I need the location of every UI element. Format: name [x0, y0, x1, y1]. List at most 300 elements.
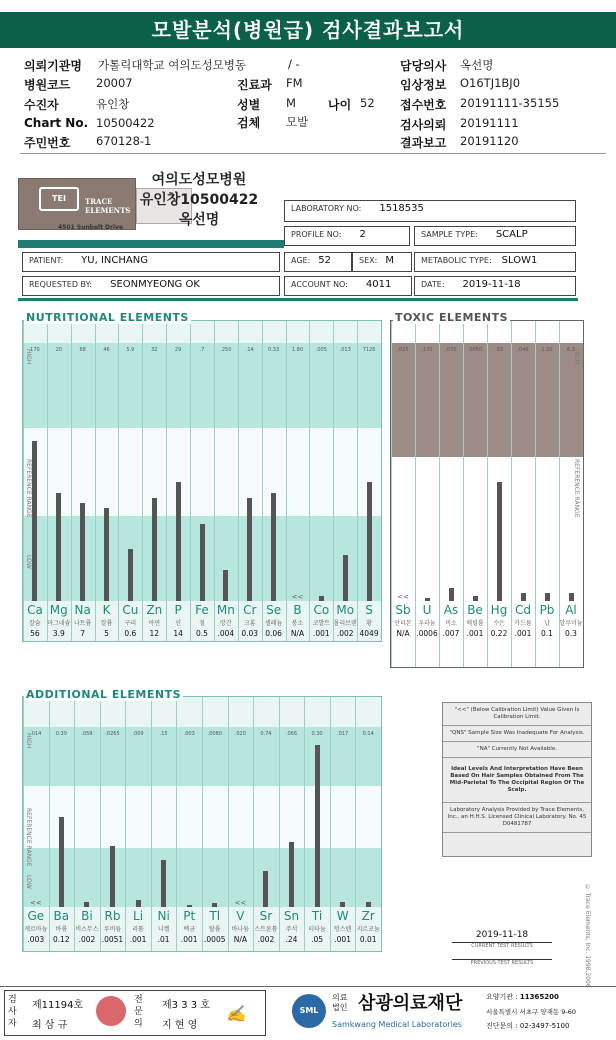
scale-top-label: 46	[103, 347, 110, 353]
scale-top-label: 0.14	[362, 731, 374, 737]
date-value: 2019-11-18	[462, 279, 521, 290]
scale-top-label: .066	[285, 731, 298, 737]
scale-top-label: .014	[30, 731, 42, 737]
element-korean-name: 붕소	[291, 620, 304, 627]
element-symbol: Mg	[49, 603, 68, 617]
hospital-code-value: 20007	[96, 76, 133, 90]
element-korean-name: 게르마늄	[24, 926, 48, 933]
element-korean-name: 아연	[148, 620, 161, 627]
element-symbol: Cu	[122, 603, 139, 617]
result-bar	[289, 842, 294, 907]
result-bar	[128, 549, 133, 601]
element-value: 7	[80, 629, 86, 638]
lab-no-label: LABORATORY NO:	[291, 204, 362, 213]
profile-value: 2	[359, 229, 366, 240]
dept-value: FM	[286, 76, 303, 90]
element-value: 5	[104, 629, 109, 638]
element-symbol: Sn	[283, 909, 300, 923]
scale-top-label: .14	[245, 347, 254, 353]
element-value: 0.06	[265, 629, 282, 638]
profile-label: PROFILE NO:	[291, 230, 342, 239]
element-korean-name: 칼슘	[29, 620, 41, 627]
scale-top-label: 1.00	[541, 347, 553, 353]
date-label: DATE:	[421, 280, 445, 289]
note-item: Laboratory Analysis Provided by Trace Elements, Inc., an H.H.S. Licensed Clinical Laboratory. No. 45 D0481787	[443, 803, 591, 833]
scale-top-label: 6.3	[567, 347, 575, 353]
column-divider	[214, 321, 215, 641]
column-divider	[23, 321, 24, 641]
element-korean-name: 납	[544, 620, 550, 627]
id-value: 670128-1	[96, 134, 152, 148]
institution-label: 의뢰기관명	[24, 59, 82, 73]
scale-top-label: .0080	[207, 731, 222, 737]
request-label: 검사의뢰	[400, 118, 447, 132]
scale-top-label: 1.80	[291, 347, 304, 353]
low-label: LOW	[25, 874, 32, 889]
account-value: 4011	[365, 279, 392, 290]
specialist-name: 지 현 영	[162, 1020, 198, 1031]
result-bar	[263, 871, 268, 907]
column-divider	[357, 321, 358, 641]
nutritional-title: NUTRITIONAL ELEMENTS	[26, 311, 189, 324]
element-symbol: Ca	[27, 603, 43, 617]
scale-top-label: .003	[183, 731, 195, 737]
element-korean-name: 안티몬	[394, 620, 412, 627]
toxic-title: TOXIC ELEMENTS	[395, 311, 509, 324]
element-korean-name: 탈륨	[208, 926, 221, 933]
element-symbol: Mn	[216, 603, 235, 617]
scale-top-label: .0265	[105, 731, 120, 737]
result-bar	[521, 593, 526, 601]
element-value: .001	[312, 629, 330, 638]
sex-label: 성별	[237, 98, 261, 112]
bottom-date: 2019-11-18	[452, 930, 552, 943]
note-item: "QNS" Sample Size Was Inadequate For Analysis.	[443, 726, 591, 742]
scale-top-label: .7	[199, 347, 205, 353]
copyright: © Trace Elements, Inc. 1998,2006	[584, 884, 591, 988]
result-bar	[104, 508, 109, 601]
element-korean-name: 카드뮴	[514, 620, 532, 627]
metabolic-label: METABOLIC TYPE:	[421, 256, 492, 265]
element-value: 0.12	[52, 935, 70, 944]
result-bar	[136, 900, 141, 907]
element-value: 4049	[359, 629, 379, 638]
element-value: 14	[173, 629, 183, 638]
high-zone	[23, 343, 381, 428]
scale-top-label: .013	[339, 347, 351, 353]
result-bar	[545, 593, 550, 601]
column-divider	[166, 321, 167, 641]
dept-label: 진료과	[237, 78, 272, 92]
scale-top-label: 5.9	[126, 347, 135, 353]
age-value: 52	[360, 96, 375, 110]
element-value: .001	[180, 935, 198, 944]
element-symbol: U	[422, 603, 432, 617]
scale-top-label: 170	[30, 347, 40, 353]
clinical-value: O16TJ1BJ0	[460, 76, 521, 90]
element-value: .0051	[101, 935, 124, 944]
high-label: HIGH	[25, 733, 32, 749]
dept-separator: / -	[288, 57, 300, 71]
column-divider	[309, 321, 310, 641]
element-korean-name: 나트륨	[73, 620, 92, 627]
note-item: Ideal Levels And Interpretation Have Been Based On Hair Samples Obtained From The Mid-Parietal To The Occipital Region Of The Scalp.	[443, 758, 591, 803]
element-korean-name: 비스무스	[75, 926, 99, 933]
result-bar	[80, 503, 85, 601]
bottom-date-box	[452, 930, 552, 970]
result-bar	[32, 441, 37, 601]
result-bar	[271, 493, 276, 601]
element-symbol: Al	[565, 603, 577, 617]
note-item: "<<" (Below Calibration Limit) Value Given Is Calibration Limit.	[443, 703, 591, 726]
reference-range-label: REFERENCE RANGE	[25, 808, 32, 867]
element-symbol: V	[236, 909, 245, 923]
report-title: 모발분석(병원급) 검사결과보고서	[0, 12, 616, 48]
element-value: .004	[217, 629, 235, 638]
element-value: N/A	[233, 935, 247, 944]
reference-range-label: REFERENCE RANGE	[573, 459, 580, 518]
request-date: 20191111	[460, 116, 519, 130]
signature-icon: ✍	[226, 1004, 246, 1023]
element-value: 0.22	[490, 629, 508, 638]
column-divider	[71, 321, 72, 641]
element-value: 56	[30, 629, 40, 638]
sample-label: SAMPLE TYPE:	[421, 230, 478, 239]
institution-value: 가톨릭대학교 여의도성모병동	[98, 58, 247, 72]
element-value: .007	[442, 629, 460, 638]
column-divider	[142, 321, 143, 641]
column-divider	[333, 321, 334, 641]
element-value: 0.3	[565, 629, 577, 638]
column-divider	[47, 321, 48, 641]
element-value: N/A	[290, 629, 305, 638]
doctor-label: 담당의사	[400, 59, 447, 73]
element-symbol: Ge	[27, 909, 45, 923]
element-symbol: Pb	[539, 603, 555, 617]
result-bar	[84, 902, 89, 907]
element-symbol: Se	[266, 603, 282, 617]
element-korean-name: 칼륨	[100, 620, 113, 627]
element-value: .0006	[416, 629, 438, 638]
element-korean-name: 황	[366, 620, 372, 627]
element-value: .002	[336, 629, 354, 638]
element-korean-name: 코발트	[312, 620, 331, 627]
result-bar	[56, 493, 61, 601]
hospital-code-label: 병원코드	[24, 78, 71, 92]
corp-en: Samkwang Medical Laboratories	[332, 1020, 462, 1029]
element-value: 12	[149, 629, 160, 638]
result-bar	[59, 817, 64, 907]
metabolic-value: SLOW1	[501, 255, 538, 266]
scale-top-label: .03	[495, 347, 503, 353]
element-value: .24	[285, 935, 298, 944]
stamp-line-1: 여의도성모병원	[151, 172, 247, 188]
element-symbol: Na	[74, 603, 91, 617]
element-korean-name: 몰리브덴	[333, 620, 357, 627]
element-symbol: Li	[133, 909, 144, 923]
element-value: 0.03	[241, 629, 259, 638]
element-symbol: P	[174, 603, 182, 617]
sml-logo: SML	[292, 994, 326, 1028]
scale-top-label: .005	[315, 347, 327, 353]
reference-zone	[23, 428, 381, 516]
result-bar	[315, 745, 320, 907]
element-value: .003	[27, 935, 45, 944]
sample-value: SCALP	[495, 229, 528, 240]
element-symbol: K	[102, 603, 111, 617]
result-bar	[187, 905, 192, 907]
result-bar	[161, 860, 166, 907]
element-korean-name: 루비듐	[103, 926, 122, 933]
specimen-value: 모발	[286, 115, 309, 129]
result-bar	[425, 598, 430, 601]
scale-top-label: .0050	[467, 347, 483, 353]
lab-address: 4501 Sunbelt Drive	[58, 224, 124, 231]
column-divider	[238, 321, 239, 641]
high-label: HIGH	[573, 349, 580, 365]
report-date: 20191120	[460, 134, 519, 148]
logo-name: TRACE ELEMENTS	[85, 197, 131, 215]
corp-name: 삼광의료재단	[358, 993, 463, 1014]
below-limit-mark: <<	[234, 899, 247, 907]
element-value: 0.1	[541, 629, 553, 638]
scale-top-label: .049	[517, 347, 529, 353]
element-value: 3.9	[52, 629, 65, 638]
element-symbol: Zr	[361, 909, 375, 923]
element-symbol: Fe	[195, 603, 209, 617]
element-korean-name: 니켈	[157, 926, 170, 933]
below-limit-mark: <<	[29, 899, 42, 907]
element-value: .05	[311, 935, 324, 944]
patient-value: 유인창	[96, 97, 130, 111]
divider-line	[18, 298, 578, 301]
age-label: 나이	[328, 98, 352, 112]
scale-top-label: 68	[79, 347, 86, 353]
element-korean-name: 수은	[493, 620, 505, 627]
element-value: .001	[129, 935, 147, 944]
scale-top-label: 20	[55, 347, 62, 353]
element-korean-name: 인	[175, 620, 182, 627]
report-label: 결과보고	[400, 136, 447, 150]
scale-top-label: 0.30	[311, 731, 323, 737]
result-bar	[223, 570, 228, 601]
column-divider	[95, 321, 96, 641]
scale-top-label: 0.74	[260, 731, 272, 737]
scale-top-label: 29	[174, 347, 182, 353]
element-korean-name: 우라늄	[418, 620, 436, 627]
lab-no-value: 1518535	[379, 203, 424, 214]
corp-address: 서울특별시 서초구 양재동 9-60	[486, 1008, 577, 1016]
element-korean-name: 셀레늄	[264, 620, 283, 627]
element-value: .001	[466, 629, 484, 638]
result-bar	[366, 902, 371, 907]
element-symbol: S	[365, 603, 373, 617]
divider-band	[18, 240, 284, 248]
element-korean-name: 알루미늄	[559, 620, 583, 627]
scale-top-label: 0.39	[55, 731, 67, 737]
column-divider	[118, 321, 119, 641]
element-symbol: Ti	[311, 909, 323, 923]
scale-top-label: .025	[397, 347, 409, 353]
scale-top-label: .017	[337, 731, 349, 737]
element-symbol: Co	[313, 603, 330, 617]
result-bar	[343, 555, 348, 601]
element-korean-name: 비소	[445, 620, 457, 627]
element-korean-name: 철	[199, 620, 205, 627]
tester-label: 검사자	[8, 995, 17, 1029]
scale-top-label: 32	[151, 347, 158, 353]
seal-icon	[96, 996, 126, 1026]
previous-caption: PREVIOUS TEST RESULTS	[452, 959, 552, 966]
element-symbol: Sb	[395, 603, 411, 617]
low-label: LOW	[25, 554, 32, 569]
nutritional-panel	[22, 320, 382, 642]
element-korean-name: 티타늄	[308, 926, 326, 933]
stamp-line-3: 옥선명	[178, 212, 220, 228]
notes-box	[442, 702, 592, 857]
result-bar	[319, 596, 324, 601]
element-symbol: W	[336, 909, 349, 923]
element-value: .001	[334, 935, 351, 944]
element-korean-name: 바륨	[55, 926, 68, 933]
reference-range-label: REFERENCE RANGE	[25, 459, 32, 518]
scale-top-label: .070	[445, 347, 457, 353]
lab-sex-label: SEX:	[359, 256, 378, 265]
element-korean-name: 스트론튬	[254, 926, 278, 933]
element-korean-name: 지르코늄	[356, 926, 380, 933]
element-korean-name: 베릴륨	[466, 620, 484, 627]
element-value: .001	[514, 629, 532, 638]
element-value: 0.6	[124, 629, 137, 638]
element-symbol: Bi	[81, 909, 93, 923]
scale-top-label: .250	[220, 347, 232, 353]
result-bar	[367, 482, 372, 601]
element-symbol: Ba	[53, 909, 70, 923]
element-korean-name: 크롬	[243, 620, 256, 627]
current-caption: CURRENT TEST RESULTS	[471, 943, 533, 949]
element-value: 0.5	[196, 629, 208, 638]
element-symbol: Tl	[209, 909, 221, 923]
element-symbol: Rb	[104, 909, 121, 923]
result-bar	[152, 498, 157, 601]
element-value: N/A	[396, 629, 410, 638]
result-bar	[569, 593, 574, 601]
result-bar	[200, 524, 205, 601]
element-symbol: Cr	[243, 603, 257, 617]
code-value: 11365200	[519, 993, 559, 1001]
scale-top-label: .135	[421, 347, 433, 353]
below-limit-mark: <<	[397, 593, 409, 601]
lab-patient-label: PATIENT:	[29, 256, 64, 265]
lab-sex-value: M	[385, 255, 394, 266]
doctor-value: 옥선명	[460, 58, 494, 72]
element-symbol: Mo	[336, 603, 355, 617]
lab-age-value: 52	[318, 255, 332, 266]
tester-name: 최 삼 규	[32, 1020, 68, 1031]
tei-logo-icon: TEI	[39, 187, 79, 211]
element-korean-name: 주석	[285, 926, 298, 933]
element-value: .0005	[204, 935, 226, 944]
note-item: "NA" Currently Not Available.	[443, 742, 591, 758]
element-korean-name: 구리	[124, 620, 137, 627]
receipt-label: 접수번호	[400, 98, 447, 112]
element-value: .002	[257, 935, 275, 944]
scale-top-label: .020	[234, 731, 246, 737]
code-label: 요양기관 :	[486, 993, 520, 1001]
scale-top-label: 0.33	[268, 347, 280, 353]
element-symbol: Sr	[259, 909, 273, 923]
scale-top-label: 7126	[362, 347, 376, 353]
element-korean-name: 마그네슘	[47, 620, 71, 627]
element-value: .01	[157, 935, 170, 944]
specialist-no: 제3 3 3 호	[162, 1000, 210, 1011]
specialist-label: 전문의	[134, 995, 143, 1029]
result-bar	[497, 482, 502, 601]
corp-prefix: 의료법인	[332, 993, 348, 1012]
result-bar	[340, 902, 345, 907]
lab-patient-value: YU, INCHANG	[81, 255, 148, 266]
tester-no: 제11194호	[32, 1000, 84, 1011]
requested-value: SEONMYEONG OK	[110, 279, 200, 290]
element-korean-name: 텅스텐	[333, 926, 352, 933]
account-label: ACCOUNT NO:	[291, 280, 348, 289]
trace-elements-logo	[18, 178, 136, 230]
scale-top-label: .059	[81, 731, 93, 737]
element-korean-name: 망간	[220, 620, 232, 627]
element-symbol: Hg	[490, 603, 508, 617]
result-bar	[473, 596, 478, 601]
element-value: 0.01	[359, 935, 377, 944]
id-label: 주민번호	[24, 136, 71, 150]
scale-top-label: .15	[159, 731, 168, 737]
specimen-label: 검체	[237, 116, 261, 130]
result-bar	[247, 498, 252, 601]
element-value: .002	[78, 935, 96, 944]
high-label: HIGH	[25, 349, 32, 365]
scale-top-label: .009	[132, 731, 144, 737]
sex-value: M	[286, 96, 296, 110]
additional-title: ADDITIONAL ELEMENTS	[26, 688, 182, 701]
element-korean-name: 백금	[183, 926, 195, 933]
result-bar	[449, 588, 454, 601]
lab-age-label: AGE:	[291, 256, 311, 265]
element-symbol: B	[293, 603, 302, 617]
element-korean-name: 리튬	[132, 926, 144, 933]
element-symbol: Ni	[157, 909, 170, 923]
column-divider	[190, 321, 191, 641]
element-symbol: Zn	[146, 603, 163, 617]
element-symbol: As	[443, 603, 459, 617]
clinical-label: 임상정보	[400, 78, 447, 92]
header-divider	[20, 153, 606, 154]
element-korean-name: 바나듐	[231, 926, 250, 933]
element-symbol: Pt	[183, 909, 196, 923]
receipt-value: 20191111-35155	[460, 96, 560, 110]
element-symbol: Be	[467, 603, 483, 617]
below-limit-mark: <<	[291, 593, 304, 601]
requested-label: REQUESTED BY:	[29, 280, 93, 289]
result-bar	[212, 903, 217, 907]
element-symbol: Cd	[515, 603, 531, 617]
tel-value: 02-3497-5100	[519, 1022, 570, 1030]
additional-panel	[22, 696, 382, 952]
hospital-stamp	[128, 170, 270, 232]
column-divider	[262, 321, 263, 641]
result-bar	[176, 482, 181, 601]
tel-label: 진단문의 :	[486, 1022, 520, 1030]
patient-label: 수진자	[24, 98, 59, 112]
stamp-line-2: 유인창10500422	[139, 192, 259, 208]
